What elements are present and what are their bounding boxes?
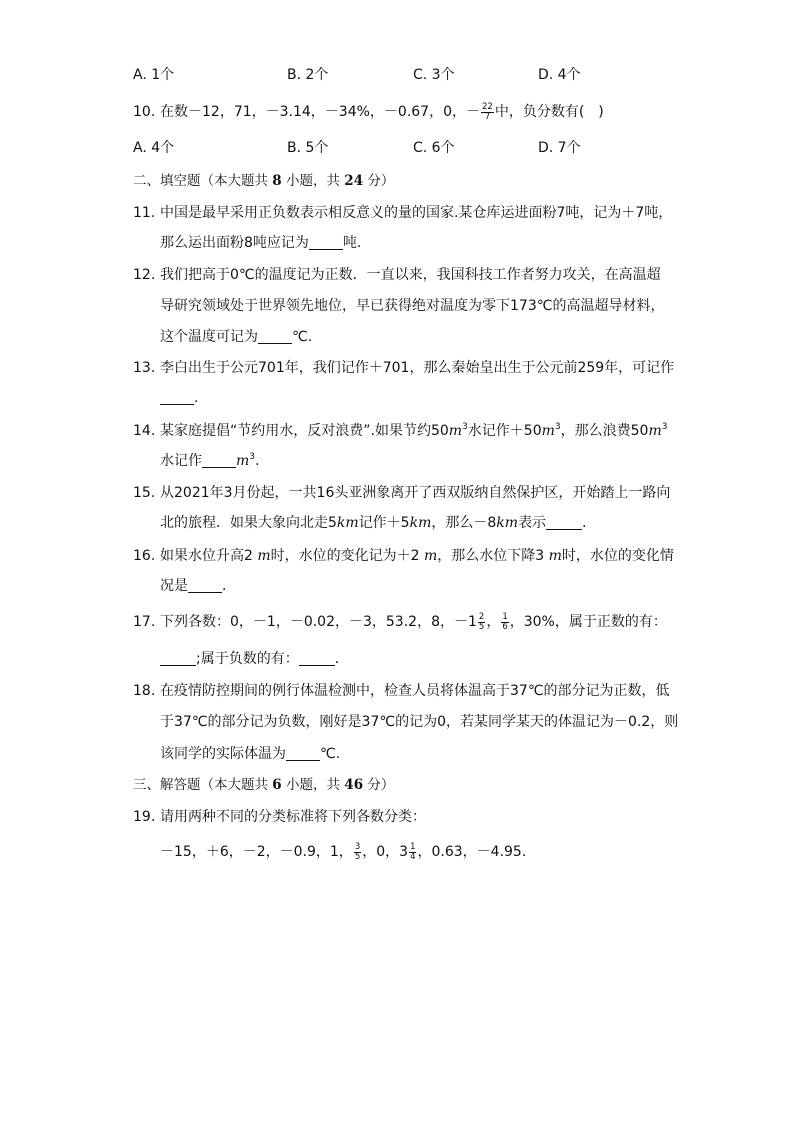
q18-line2: 于37℃的部分记为负数，刚好是37℃的记为0，若某同学某天的体温记为－0.2，则 — [160, 714, 679, 730]
q10-stem: 在数－12，71，－3.14，－34%，－0.67，0，－ $\frac{22}{7}$ 中，负分数有( ) — [160, 101, 604, 122]
q17-number: 17. — [133, 614, 156, 630]
q16-line1: 如果水位升高2 m时，水位的变化记为＋2 m，那么水位下降3 m时，水位的变化情 — [160, 548, 674, 564]
q16-number: 16. — [133, 548, 156, 564]
q16-line2: 况是 ． — [160, 578, 236, 594]
q15-number: 15. — [133, 485, 156, 501]
section-2-heading: 二、填空题（本大题共 8 小题，共 24 分） — [133, 173, 395, 189]
q14-line1: 某家庭提倡“节约用水，反对浪费”.如果节约$50m^3$水记作$+50m^3$，那么浪费$50m^3$ — [160, 422, 668, 439]
answer-blank[interactable] — [299, 651, 335, 666]
q17-line1: 下列各数：0，－1，－0.02，－3，53.2，8，－1 $\frac{2}{5}$ ， $\frac{1}{6}$ ，30%，属于正数的有： — [160, 611, 667, 632]
answer-blank[interactable] — [309, 235, 343, 250]
q18-line3: 该同学的实际体温为 ℃. — [160, 746, 341, 762]
q12-line1: 我们把高于0℃的温度记为正数．一直以来，我国科技工作者努力攻关，在高温超 — [160, 267, 661, 283]
q19-line2: －15，＋6，－2，－0.9，1， $\frac{3}{5}$ ，0，3 $\frac{1}{4}$ ，0.63，－4.95. — [160, 841, 527, 862]
q14-line2: 水记作 $m^3$. — [160, 452, 260, 469]
answer-blank[interactable] — [160, 390, 194, 405]
fraction: $\frac{22}{7}$ — [482, 101, 493, 122]
answer-blank[interactable] — [160, 651, 196, 666]
section-3-heading: 三、解答题（本大题共 6 小题，共 46 分） — [133, 777, 395, 793]
q19-line1: 请用两种不同的分类标准将下列各数分类： — [160, 809, 426, 825]
fraction: $\frac{3}{5}$ — [354, 841, 361, 862]
q10-option-c: C. 6个 — [413, 140, 455, 156]
fraction: $\frac{1}{4}$ — [410, 841, 416, 862]
q19-number: 19. — [133, 809, 156, 825]
q9-option-b: B. 2个 — [287, 67, 329, 83]
q13-number: 13. — [133, 360, 156, 376]
fraction: $\frac{1}{6}$ — [502, 611, 508, 632]
q10-option-b: B. 5个 — [287, 140, 329, 156]
answer-blank[interactable] — [546, 515, 582, 530]
q12-line3: 这个温度可记为 ℃. — [160, 329, 313, 345]
q10-option-a: A. 4个 — [133, 140, 175, 156]
answer-blank[interactable] — [258, 329, 292, 344]
q9-option-c: C. 3个 — [413, 67, 455, 83]
answer-blank[interactable] — [286, 746, 320, 761]
q9-option-a: A. 1个 — [133, 67, 175, 83]
q9-option-d: D. 4个 — [538, 67, 581, 83]
q11-number: 11. — [133, 205, 156, 221]
answer-blank[interactable] — [202, 453, 236, 468]
q10-option-d: D. 7个 — [538, 140, 581, 156]
q15-line2: 北的旅程．如果大象向北走5km记作＋5km，那么－8km表示 ． — [160, 515, 597, 531]
q18-number: 18. — [133, 683, 156, 699]
fraction: $\frac{2}{5}$ — [478, 611, 485, 632]
q12-line2: 导研究领域处于世界领先地位，早已获得绝对温度为零下173℃的高温超导材料， — [160, 298, 665, 314]
q13-line2: . — [160, 388, 198, 408]
q15-line1: 从2021年3月份起，一共16头亚洲象离开了西双版纳自然保护区，开始踏上一路向 — [160, 485, 671, 501]
q9-options — [133, 65, 653, 85]
q17-line2: ;属于负数的有： ． — [160, 649, 349, 669]
q10-number: 10. — [133, 104, 156, 120]
answer-blank[interactable] — [188, 578, 222, 593]
q12-number: 12. — [133, 267, 156, 283]
q11-line2: 那么运出面粉8吨应记为 吨. — [160, 235, 362, 251]
q10-options — [133, 138, 653, 158]
q18-line1: 在疫情防控期间的例行体温检测中，检查人员将体温高于37℃的部分记为正数，低 — [160, 683, 670, 699]
q13-line1: 李白出生于公元701年，我们记作＋701，那么秦始皇出生于公元前259年，可记作 — [160, 360, 675, 376]
q14-number: 14. — [133, 423, 156, 439]
q11-line1: 中国是最早采用正负数表示相反意义的量的国家.某仓库运进面粉7吨，记为＋7吨， — [160, 205, 673, 221]
